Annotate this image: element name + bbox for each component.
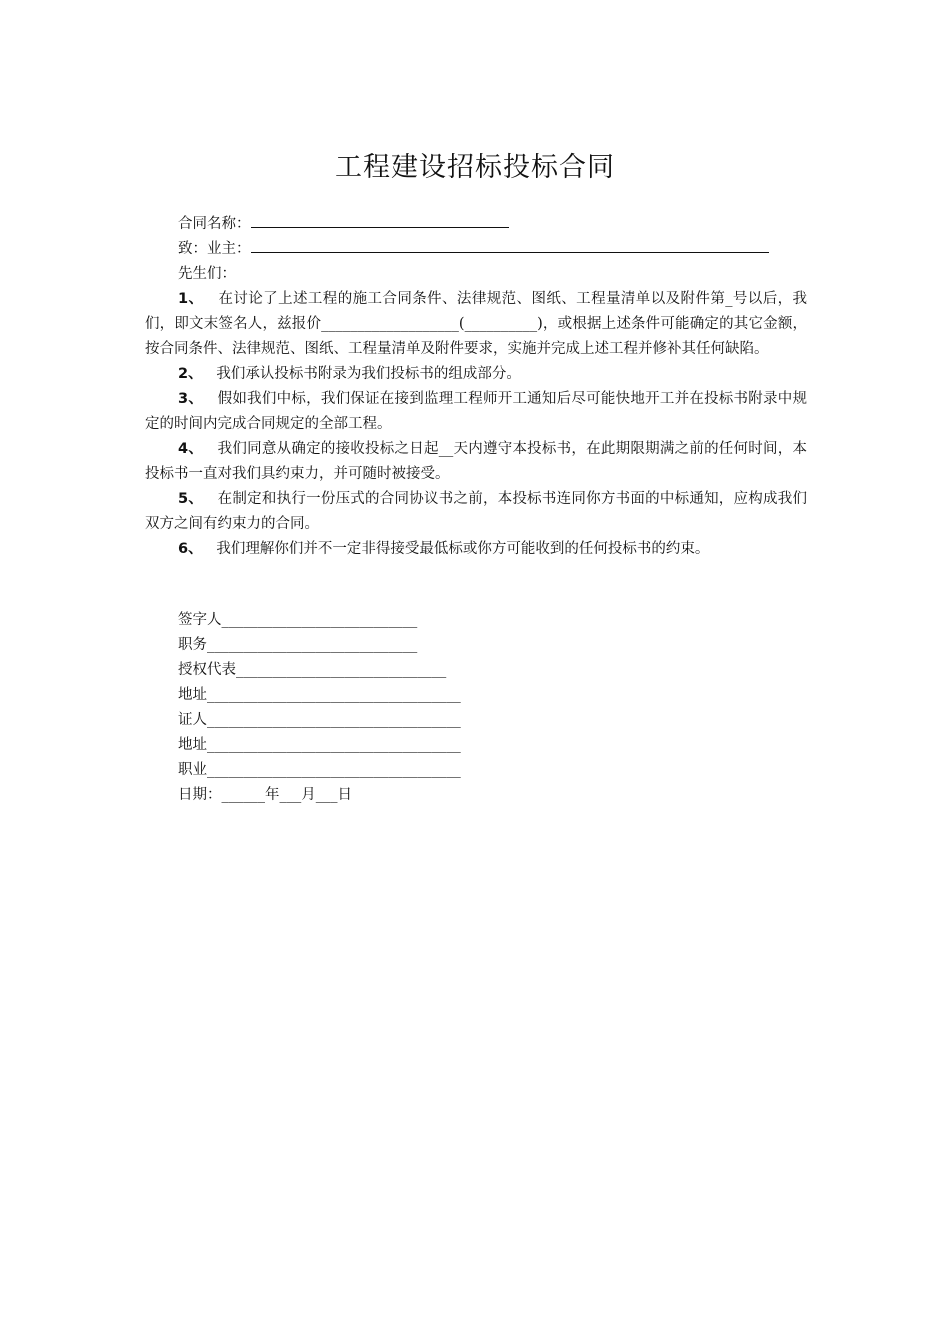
address-line-1: 地址___________________________________ — [178, 687, 461, 703]
clause-3 — [145, 387, 807, 437]
document-body — [145, 212, 807, 562]
clause-number: 5、 — [178, 491, 204, 507]
clause-number: 1、 — [178, 291, 204, 307]
signer-line: 签字人___________________________ — [178, 612, 418, 628]
clause-number: 4、 — [178, 441, 204, 457]
clause-2 — [145, 362, 807, 387]
clause-number: 3、 — [178, 391, 204, 407]
clause-text: 我们承认投标书附录为我们投标书的组成部分。 — [216, 366, 521, 382]
salutation: 先生们： — [178, 266, 236, 282]
contract-name-blank — [251, 213, 509, 228]
clause-number: 2、 — [178, 366, 203, 382]
clause-4 — [145, 437, 807, 487]
clause-5 — [145, 487, 807, 537]
clause-text: 我们理解你们并不一定非得接受最低标或你方可能收到的任何投标书的约束。 — [216, 541, 710, 557]
clause-1 — [145, 287, 807, 362]
clause-text: 在讨论了上述工程的施工合同条件、法律规范、图纸、工程量清单以及附件第_号以后，我们，即文末签名人，兹报价___________________(__________)，或根据上述条件可能确定的其它金额，按合同条件、法律规范、图纸、工程量清单及附件要求，实施并完成上述工程并修补其任何缺陷。 — [145, 291, 808, 357]
clause-text: 我们同意从确定的接收投标之日起__天内遵守本投标书，在此期限期满之前的任何时间，本投标书一直对我们具约束力，并可随时被接受。 — [145, 441, 808, 482]
contract-name-label: 合同名称： — [178, 216, 251, 232]
authorized-rep-line: 授权代表_____________________________ — [178, 662, 447, 678]
witness-line: 证人___________________________________ — [178, 712, 461, 728]
occupation-line: 职业___________________________________ — [178, 762, 461, 778]
position-line: 职务_____________________________ — [178, 637, 418, 653]
contract-name-line — [145, 212, 807, 237]
date-line: 日期：______年___月___日 — [178, 787, 352, 803]
to-owner-label: 致：业主： — [178, 241, 251, 257]
address-line-2: 地址___________________________________ — [178, 737, 461, 753]
document-title: 工程建设招标投标合同 — [335, 152, 615, 183]
clause-text: 在制定和执行一份压式的合同协议书之前，本投标书连同你方书面的中标通知，应构成我们双方之间有约束力的合同。 — [145, 491, 808, 532]
clause-6 — [145, 537, 807, 562]
to-owner-line — [145, 237, 807, 262]
clause-number: 6、 — [178, 541, 203, 557]
clause-text: 假如我们中标，我们保证在接到监理工程师开工通知后尽可能快地开工并在投标书附录中规定的时间内完成合同规定的全部工程。 — [145, 391, 808, 432]
owner-blank — [251, 238, 769, 253]
signature-block — [178, 608, 461, 808]
